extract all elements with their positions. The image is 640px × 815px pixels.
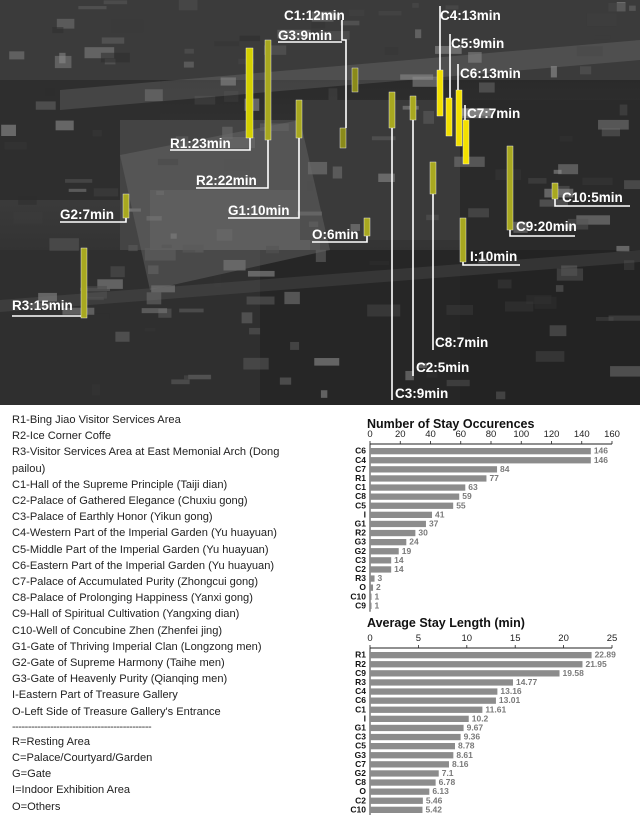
map-label-r1: R1:23min: [170, 136, 231, 151]
value-label-g3: 24: [409, 536, 419, 547]
legend-item: C10-Well of Concubine Zhen (Zhenfei jing): [12, 624, 223, 637]
legend-type-item: G=Gate: [12, 768, 52, 781]
bar-c7: [370, 466, 497, 472]
legend-item: C6-Eastern Part of the Imperial Garden (Yu huayuan): [12, 559, 275, 572]
map-bar-c2: [410, 96, 416, 120]
legend-item: G1-Gate of Thriving Imperial Clan (Longzong men): [12, 640, 262, 653]
tick-label: 0: [367, 633, 373, 644]
value-label-r3: 3: [377, 573, 383, 584]
category-label-r3: R3: [355, 677, 366, 687]
value-label-g2: 19: [401, 545, 412, 556]
value-label-i: 10.2: [471, 713, 489, 724]
legend-item: G3-Gate of Heavenly Purity (Qianqing men): [12, 673, 228, 686]
value-label-c2: 5.46: [425, 795, 443, 806]
map-label-g1: G1:10min: [228, 203, 290, 218]
category-label-c10: C10: [350, 804, 366, 815]
map-label-c6: C6:13min: [460, 66, 521, 81]
bar-g2: [370, 548, 399, 554]
tick-label: 25: [606, 633, 618, 644]
legend-type-item: R=Resting Area: [12, 735, 91, 748]
bar-c8: [370, 779, 436, 785]
category-label-c5: C5: [355, 740, 366, 751]
value-label-r2: 21.95: [585, 658, 607, 669]
chart-title-occurrences: Number of Stay Occurences: [367, 417, 535, 431]
legend-item: C5-Middle Part of the Imperial Garden (Yu huayuan): [12, 543, 269, 556]
value-label-c8: 6.78: [438, 777, 456, 788]
map-label-c9: C9:20min: [516, 219, 577, 234]
map-bar-c7: [463, 120, 469, 164]
value-label-c4: 13.16: [500, 686, 522, 697]
category-label-c6: C6: [355, 445, 366, 456]
legend-type-item: I=Indoor Exhibition Area: [12, 784, 131, 797]
value-label-c7: 8.16: [451, 758, 469, 769]
value-label-c1: 11.61: [485, 704, 507, 715]
legend-item: pailou): [12, 462, 46, 475]
category-label-c8: C8: [355, 777, 366, 788]
value-label-r2: 30: [418, 527, 428, 538]
value-label-i: 41: [435, 509, 445, 520]
bar-c7: [370, 761, 449, 767]
legend-item: O-Left Side of Treasure Gallery's Entrance: [12, 705, 221, 718]
value-label-g1: 37: [428, 518, 439, 529]
category-label-c5: C5: [355, 500, 366, 511]
bar-g1: [370, 725, 464, 731]
category-label-g2: G2: [354, 545, 366, 556]
bar-c5: [370, 743, 455, 749]
value-label-o: 6.13: [432, 786, 449, 797]
tick-label: 5: [415, 633, 422, 644]
legend-type-item: C=Palace/Courtyard/Garden: [12, 752, 153, 765]
category-label-c6: C6: [355, 695, 366, 706]
map-label-c10: C10:5min: [562, 190, 623, 205]
map-label-c8: C8:7min: [435, 335, 489, 350]
value-label-c9: 19.58: [562, 667, 584, 678]
tick-label: 140: [573, 429, 590, 440]
legend-item: C3-Palace of Earthly Honor (Yikun gong): [12, 511, 213, 524]
map-bar-o: [364, 218, 370, 236]
bar-c1: [370, 484, 465, 490]
legend-item: C2-Palace of Gathered Elegance (Chuxiu gong): [12, 495, 248, 508]
value-label-c9: 1: [374, 600, 380, 611]
map-label-c4: C4:13min: [440, 8, 501, 23]
value-label-r3: 14.77: [515, 677, 538, 687]
map-label-c7: C7:7min: [467, 106, 521, 121]
category-label-g2: G2: [354, 768, 366, 778]
value-label-g1: 9.67: [466, 722, 484, 733]
category-label-r2: R2: [355, 527, 366, 538]
bar-r1: [370, 475, 486, 481]
bar-i: [370, 716, 469, 722]
bar-c3: [370, 734, 461, 740]
category-label-c8: C8: [355, 491, 366, 502]
bar-o: [370, 789, 429, 795]
map-bar-c8: [430, 162, 436, 194]
legend-item: R2-Ice Corner Coffe: [12, 430, 112, 443]
map-bar-c6: [456, 90, 462, 146]
value-label-o: 2: [376, 582, 381, 593]
legend-item: C4-Western Part of the Imperial Garden (Yu huayuan): [12, 527, 277, 540]
value-label-g2: 7.1: [441, 768, 454, 778]
map-bar-c9: [507, 146, 513, 230]
bar-g1: [370, 521, 426, 527]
category-label-c2: C2: [355, 795, 366, 806]
value-label-r1: 77: [489, 473, 499, 483]
bar-c8: [370, 494, 459, 500]
bar-r1: [370, 652, 592, 658]
category-label-i: I: [363, 509, 366, 520]
map-label-r3: R3:15min: [12, 298, 73, 313]
bar-c5: [370, 503, 453, 509]
map-bar-g3: [340, 128, 346, 148]
category-label-r3: R3: [355, 573, 366, 584]
bar-i: [370, 512, 432, 518]
value-label-c8: 59: [462, 491, 472, 502]
tick-label: 0: [367, 429, 373, 440]
chart-title-stay-length: Average Stay Length (min): [367, 616, 525, 630]
value-label-g3: 8.61: [456, 749, 473, 760]
map-label-c5: C5:9min: [451, 36, 505, 51]
category-label-r1: R1: [355, 649, 366, 660]
occurrences-bar-chart: [340, 428, 640, 613]
category-label-g3: G3: [354, 536, 366, 547]
legend-separator: --------------------------------------------: [12, 720, 152, 733]
category-label-c7: C7: [355, 758, 366, 769]
bar-c3: [370, 557, 391, 563]
bar-c6: [370, 698, 496, 704]
map-bar-g1: [296, 100, 302, 138]
map-bar-c1: [352, 68, 358, 92]
bar-c10: [370, 807, 422, 813]
category-label-c4: C4: [355, 454, 366, 465]
tick-label: 80: [485, 429, 497, 440]
category-label-g1: G1: [354, 518, 366, 529]
value-label-c1: 63: [468, 482, 478, 493]
tick-label: 120: [543, 429, 560, 440]
bar-r2: [370, 661, 582, 667]
bar-r3: [370, 679, 513, 685]
bar-c9: [370, 603, 372, 609]
value-label-c2: 14: [394, 564, 404, 574]
legend-item: C7-Palace of Accumulated Purity (Zhongcui gong): [12, 576, 259, 589]
category-label-c1: C1: [355, 482, 366, 493]
bar-c4: [370, 457, 591, 463]
legend-item: R1-Bing Jiao Visitor Services Area: [12, 414, 181, 426]
value-label-c3: 14: [394, 554, 404, 565]
value-label-c10: 5.42: [425, 804, 443, 815]
value-label-r1: 22.89: [594, 649, 616, 660]
category-label-g3: G3: [354, 749, 366, 760]
legend-item: R3-Visitor Services Area at East Memonial Arch (Dong: [12, 446, 280, 459]
stay-length-bar-chart: [340, 632, 640, 815]
category-label-i: I: [363, 713, 366, 724]
category-label-c3: C3: [355, 731, 366, 742]
map-label-r2: R2:22min: [196, 173, 257, 188]
category-label-c9: C9: [355, 667, 366, 678]
value-label-c5: 8.78: [457, 740, 475, 751]
map-bar-r2: [265, 40, 271, 140]
tick-label: 10: [461, 633, 473, 644]
value-label-c10: 1: [374, 591, 380, 602]
bar-c2: [370, 798, 423, 804]
bar-g2: [370, 770, 439, 776]
category-label-o: O: [359, 582, 366, 593]
bar-r3: [370, 575, 375, 581]
value-label-c6: 13.01: [498, 695, 521, 706]
map-bar-c3: [389, 92, 395, 128]
palace-aerial-map: [0, 0, 640, 405]
bar-c6: [370, 448, 591, 454]
site-legend: [12, 412, 342, 815]
category-label-c4: C4: [355, 686, 366, 697]
category-label-g1: G1: [354, 722, 366, 733]
map-label-c3: C3:9min: [395, 386, 449, 401]
bar-c10: [370, 594, 372, 600]
map-label-g2: G2:7min: [60, 207, 115, 222]
value-label-c4: 146: [593, 454, 609, 465]
category-label-c7: C7: [355, 463, 366, 474]
bar-g3: [370, 539, 406, 545]
legend-item: I-Eastern Part of Treasure Gallery: [12, 689, 178, 702]
map-bar-c4: [437, 70, 443, 116]
category-label-r1: R1: [355, 473, 366, 483]
category-label-r2: R2: [355, 658, 366, 669]
category-label-c3: C3: [355, 554, 366, 565]
bar-r2: [370, 530, 415, 536]
map-bar-c5: [446, 98, 452, 136]
bar-c9: [370, 670, 560, 676]
bar-c1: [370, 707, 482, 713]
tick-label: 160: [604, 429, 620, 440]
bar-o: [370, 585, 373, 591]
legend-item: C8-Palace of Prolonging Happiness (Yanxi gong): [12, 592, 253, 605]
map-bar-r3: [81, 248, 87, 318]
map-bar-i: [460, 218, 466, 262]
category-label-c9: C9: [355, 600, 366, 611]
map-bar-g2: [123, 194, 129, 218]
category-label-c10: C10: [350, 591, 366, 602]
category-label-o: O: [359, 786, 366, 797]
tick-label: 40: [425, 429, 436, 440]
value-label-c7: 84: [500, 463, 510, 474]
legend-item: C9-Hall of Spiritual Cultivation (Yangxing dian): [12, 608, 240, 621]
tick-label: 60: [455, 429, 467, 440]
legend-item: C1-Hall of the Supreme Principle (Taiji dian): [12, 478, 228, 491]
tick-label: 15: [509, 633, 521, 644]
legend-type-item: O=Others: [12, 800, 61, 813]
bar-c2: [370, 566, 391, 572]
map-label-g3: G3:9min: [278, 28, 333, 43]
tick-label: 100: [513, 429, 530, 440]
bar-c4: [370, 688, 497, 694]
tick-label: 20: [558, 633, 569, 644]
map-label-o: O:6min: [312, 227, 359, 242]
bar-g3: [370, 752, 453, 758]
map-bar-c10: [552, 183, 558, 199]
map-label-c1: C1:12min: [284, 8, 345, 23]
category-label-c1: C1: [355, 704, 366, 715]
map-label-i: I:10min: [470, 249, 518, 264]
value-label-c3: 9.36: [463, 731, 481, 742]
legend-item: G2-Gate of Supreme Harmony (Taihe men): [12, 657, 225, 670]
tick-label: 20: [394, 429, 406, 440]
value-label-c6: 146: [593, 445, 609, 456]
map-bar-r1: [246, 48, 253, 138]
category-label-c2: C2: [355, 564, 366, 574]
map-label-c2: C2:5min: [416, 360, 470, 375]
value-label-c5: 55: [456, 500, 466, 511]
